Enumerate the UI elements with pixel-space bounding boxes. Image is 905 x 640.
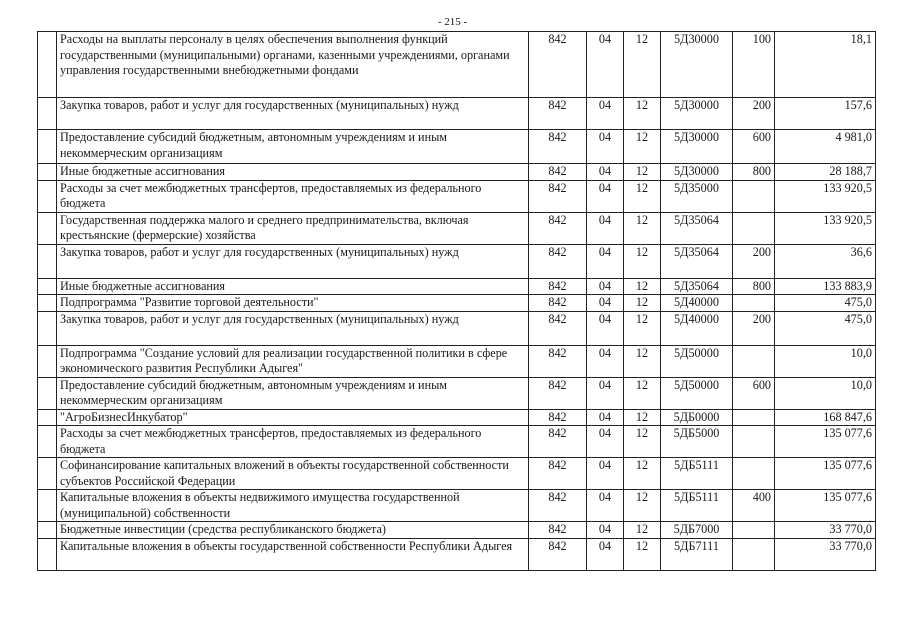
row-ved-code: 842 [529, 538, 587, 570]
row-margin-cell [38, 409, 57, 426]
row-expense-type: 100 [733, 32, 775, 98]
row-name: Предоставление субсидий бюджетным, автономным учреждениям и иным некоммерческим организациям [57, 130, 529, 164]
table-row [38, 458, 876, 490]
row-target-article: 5ДБ5111 [661, 458, 733, 490]
row-section-code: 04 [587, 164, 624, 181]
row-target-article: 5ДБ5111 [661, 490, 733, 522]
row-subsection-code: 12 [624, 490, 661, 522]
row-name: Иные бюджетные ассигнования [57, 164, 529, 181]
row-amount: 475,0 [775, 311, 876, 345]
row-target-article: 5ДБ5000 [661, 426, 733, 458]
row-ved-code: 842 [529, 130, 587, 164]
row-subsection-code: 12 [624, 32, 661, 98]
row-margin-cell [38, 244, 57, 278]
row-target-article: 5Д50000 [661, 377, 733, 409]
row-target-article: 5Д35064 [661, 212, 733, 244]
row-target-article: 5Д30000 [661, 130, 733, 164]
row-ved-code: 842 [529, 458, 587, 490]
row-subsection-code: 12 [624, 278, 661, 295]
row-amount: 135 077,6 [775, 426, 876, 458]
row-section-code: 04 [587, 409, 624, 426]
table-row [38, 345, 876, 377]
row-margin-cell [38, 377, 57, 409]
row-target-article: 5Д35064 [661, 278, 733, 295]
row-amount: 33 770,0 [775, 538, 876, 570]
table-body [38, 32, 876, 571]
row-section-code: 04 [587, 212, 624, 244]
row-expense-type: 800 [733, 278, 775, 295]
page-number: - 215 - [437, 16, 468, 28]
row-section-code: 04 [587, 522, 624, 539]
row-expense-type: 200 [733, 244, 775, 278]
row-ved-code: 842 [529, 426, 587, 458]
row-amount: 28 188,7 [775, 164, 876, 181]
row-ved-code: 842 [529, 180, 587, 212]
row-ved-code: 842 [529, 278, 587, 295]
row-section-code: 04 [587, 458, 624, 490]
row-section-code: 04 [587, 180, 624, 212]
row-expense-type: 400 [733, 490, 775, 522]
row-ved-code: 842 [529, 490, 587, 522]
row-section-code: 04 [587, 295, 624, 312]
row-subsection-code: 12 [624, 98, 661, 130]
row-ved-code: 842 [529, 32, 587, 98]
row-subsection-code: 12 [624, 244, 661, 278]
row-subsection-code: 12 [624, 130, 661, 164]
table-row [38, 98, 876, 130]
row-margin-cell [38, 164, 57, 181]
row-margin-cell [38, 345, 57, 377]
row-amount: 10,0 [775, 377, 876, 409]
table-row [38, 538, 876, 570]
row-expense-type [733, 345, 775, 377]
table-row [38, 522, 876, 539]
row-subsection-code: 12 [624, 522, 661, 539]
row-expense-type: 800 [733, 164, 775, 181]
row-amount: 135 077,6 [775, 458, 876, 490]
row-section-code: 04 [587, 490, 624, 522]
row-name: Закупка товаров, работ и услуг для государственных (муниципальных) нужд [57, 98, 529, 130]
row-margin-cell [38, 458, 57, 490]
row-name: Закупка товаров, работ и услуг для государственных (муниципальных) нужд [57, 311, 529, 345]
row-name: Закупка товаров, работ и услуг для государственных (муниципальных) нужд [57, 244, 529, 278]
row-subsection-code: 12 [624, 409, 661, 426]
row-subsection-code: 12 [624, 458, 661, 490]
row-section-code: 04 [587, 345, 624, 377]
row-target-article: 5ДБ0000 [661, 409, 733, 426]
row-margin-cell [38, 311, 57, 345]
table-row [38, 377, 876, 409]
row-section-code: 04 [587, 278, 624, 295]
table-row [38, 311, 876, 345]
row-expense-type: 600 [733, 377, 775, 409]
row-subsection-code: 12 [624, 377, 661, 409]
row-expense-type [733, 522, 775, 539]
row-amount: 33 770,0 [775, 522, 876, 539]
row-amount: 168 847,6 [775, 409, 876, 426]
row-expense-type: 200 [733, 98, 775, 130]
row-margin-cell [38, 426, 57, 458]
row-target-article: 5Д35064 [661, 244, 733, 278]
row-subsection-code: 12 [624, 538, 661, 570]
row-margin-cell [38, 180, 57, 212]
row-ved-code: 842 [529, 295, 587, 312]
row-target-article: 5Д40000 [661, 311, 733, 345]
row-margin-cell [38, 490, 57, 522]
row-amount: 133 883,9 [775, 278, 876, 295]
row-name: Предоставление субсидий бюджетным, автономным учреждениям и иным некоммерческим организациям [57, 377, 529, 409]
row-target-article: 5Д30000 [661, 164, 733, 181]
row-amount: 157,6 [775, 98, 876, 130]
row-subsection-code: 12 [624, 426, 661, 458]
row-target-article: 5Д35000 [661, 180, 733, 212]
row-target-article: 5ДБ7000 [661, 522, 733, 539]
row-section-code: 04 [587, 311, 624, 345]
row-expense-type: 200 [733, 311, 775, 345]
row-name: Государственная поддержка малого и среднего предпринимательства, включая крестьянские (фермерские) хозяйства [57, 212, 529, 244]
row-section-code: 04 [587, 98, 624, 130]
row-subsection-code: 12 [624, 345, 661, 377]
row-ved-code: 842 [529, 377, 587, 409]
table-row [38, 130, 876, 164]
row-ved-code: 842 [529, 244, 587, 278]
table-row [38, 490, 876, 522]
row-amount: 133 920,5 [775, 212, 876, 244]
row-expense-type [733, 409, 775, 426]
table-row [38, 164, 876, 181]
row-section-code: 04 [587, 538, 624, 570]
scan-edge [0, 620, 905, 640]
row-target-article: 5Д30000 [661, 98, 733, 130]
row-amount: 133 920,5 [775, 180, 876, 212]
row-name: Расходы за счет межбюджетных трансфертов, предоставляемых из федерального бюджета [57, 180, 529, 212]
row-name: Расходы на выплаты персоналу в целях обеспечения выполнения функций государственными (муниципальными) органами, казенными учреждениями, органами управления государственными внебюджетными фондами [57, 32, 529, 98]
table-row [38, 180, 876, 212]
row-margin-cell [38, 98, 57, 130]
row-name: Подпрограмма "Развитие торговой деятельности" [57, 295, 529, 312]
row-amount: 4 981,0 [775, 130, 876, 164]
row-section-code: 04 [587, 377, 624, 409]
row-expense-type [733, 212, 775, 244]
row-expense-type [733, 295, 775, 312]
row-name: Софинансирование капитальных вложений в объекты государственной собственности субъектов Российской Федерации [57, 458, 529, 490]
table-row [38, 409, 876, 426]
row-name: Бюджетные инвестиции (средства республиканского бюджета) [57, 522, 529, 539]
row-expense-type [733, 180, 775, 212]
row-amount: 10,0 [775, 345, 876, 377]
row-amount: 36,6 [775, 244, 876, 278]
table-row [38, 244, 876, 278]
row-subsection-code: 12 [624, 311, 661, 345]
row-expense-type [733, 538, 775, 570]
table-row [38, 32, 876, 98]
row-expense-type [733, 426, 775, 458]
row-name: Капитальные вложения в объекты государственной собственности Республики Адыгея [57, 538, 529, 570]
row-expense-type: 600 [733, 130, 775, 164]
table-row [38, 426, 876, 458]
row-section-code: 04 [587, 426, 624, 458]
row-name: "АгроБизнесИнкубатор" [57, 409, 529, 426]
row-amount: 18,1 [775, 32, 876, 98]
row-target-article: 5ДБ7111 [661, 538, 733, 570]
row-section-code: 04 [587, 244, 624, 278]
row-margin-cell [38, 538, 57, 570]
table-row [38, 278, 876, 295]
row-name: Капитальные вложения в объекты недвижимого имущества государственной (муниципальной) собственности [57, 490, 529, 522]
row-ved-code: 842 [529, 311, 587, 345]
budget-table [37, 31, 876, 571]
row-target-article: 5Д50000 [661, 345, 733, 377]
row-name: Подпрограмма "Создание условий для реализации государственной политики в сфере экономического развития Республики Адыгея" [57, 345, 529, 377]
row-ved-code: 842 [529, 98, 587, 130]
row-subsection-code: 12 [624, 180, 661, 212]
row-subsection-code: 12 [624, 212, 661, 244]
row-name: Расходы за счет межбюджетных трансфертов, предоставляемых из федерального бюджета [57, 426, 529, 458]
row-ved-code: 842 [529, 522, 587, 539]
row-section-code: 04 [587, 130, 624, 164]
row-margin-cell [38, 278, 57, 295]
row-target-article: 5Д40000 [661, 295, 733, 312]
table-row [38, 212, 876, 244]
row-ved-code: 842 [529, 409, 587, 426]
row-target-article: 5Д30000 [661, 32, 733, 98]
row-margin-cell [38, 522, 57, 539]
row-margin-cell [38, 32, 57, 98]
row-subsection-code: 12 [624, 164, 661, 181]
row-margin-cell [38, 212, 57, 244]
row-amount: 475,0 [775, 295, 876, 312]
row-ved-code: 842 [529, 164, 587, 181]
row-margin-cell [38, 130, 57, 164]
row-amount: 135 077,6 [775, 490, 876, 522]
table-row [38, 295, 876, 312]
row-subsection-code: 12 [624, 295, 661, 312]
row-name: Иные бюджетные ассигнования [57, 278, 529, 295]
row-expense-type [733, 458, 775, 490]
row-section-code: 04 [587, 32, 624, 98]
row-ved-code: 842 [529, 345, 587, 377]
row-margin-cell [38, 295, 57, 312]
row-ved-code: 842 [529, 212, 587, 244]
